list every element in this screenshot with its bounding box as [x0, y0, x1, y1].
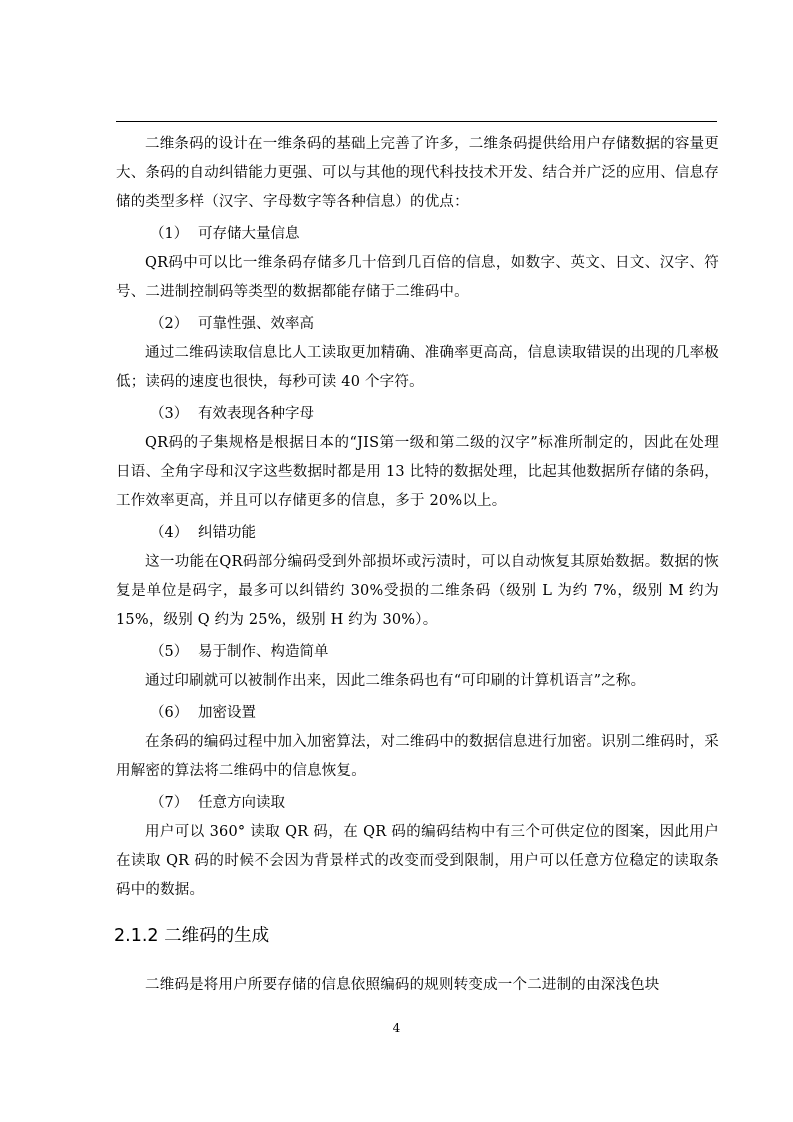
item-title [116, 789, 719, 818]
item-1 [116, 220, 719, 307]
item-title-text: 有效表现各种字母 [198, 406, 314, 422]
item-title [116, 638, 719, 667]
item-body: 用户可以 360° 读取 QR 码，在 QR 码的编码结构中有三个可供定位的图案，因此用户在读取 QR 码的时候不会因为背景样式的改变而受到限制，用户可以任意方位稳定的读取条码中的数据。 [116, 824, 719, 898]
item-7 [116, 789, 719, 905]
item-title-text: 可存储大量信息 [198, 226, 300, 242]
item-title [116, 519, 719, 548]
item-title [116, 220, 719, 249]
item-5 [116, 638, 719, 696]
document-body [116, 130, 719, 1003]
item-body: 在条码的编码过程中加入加密算法，对二维码中的数据信息进行加密。识别二维码时，采用解密的算法将二维码中的信息恢复。 [116, 734, 719, 779]
header-rule [116, 121, 717, 122]
item-body: QR码的子集规格是根据日本的“JIS第一级和第二级的汉字”标准所制定的，因此在处理日语、全角字母和汉字这些数据时都是用 13 比特的数据处理，比起其他数据所存储的条码，工作效率更高，并且可以存储更多的信息，多于 20%以上。 [116, 435, 719, 509]
item-title-text: 易于制作、构造简单 [198, 644, 329, 660]
item-title [116, 400, 719, 429]
item-body: QR码中可以比一维条码存储多几十倍到几百倍的信息，如数字、英文、日文、汉字、符号、二进制控制码等类型的数据都能存储于二维码中。 [116, 255, 719, 300]
item-title-text: 可靠性强、效率高 [198, 316, 314, 332]
item-body: 通过印刷就可以被制作出来，因此二维条码也有“可印刷的计算机语言”之称。 [145, 673, 646, 689]
section-heading: 2.1.2 二维码的生成 [114, 926, 270, 946]
item-title-text: 加密设置 [198, 705, 256, 721]
item-2 [116, 310, 719, 397]
item-body: 通过二维码读取信息比人工读取更加精确、准确率更高高，信息读取错误的出现的几率极低；读码的速度也很快，每秒可读 40 个字符。 [116, 345, 719, 390]
item-number: （4） [150, 525, 189, 541]
item-3 [116, 400, 719, 516]
section-paragraph: 二维码是将用户所要存储的信息依照编码的规则转变成一个二进制的由深浅色块 [145, 977, 660, 993]
intro-paragraph: 二维条码的设计在一维条码的基础上完善了许多，二维条码提供给用户存储数据的容量更大、条码的自动纠错能力更强、可以与其他的现代科技技术开发、结合并广泛的应用、信息存储的类型多样（汉字、字母数字等各种信息）的优点： [116, 136, 719, 210]
item-title [116, 699, 719, 728]
item-number: （3） [150, 406, 189, 422]
item-title-text: 纠错功能 [198, 525, 256, 541]
page-number: 4 [392, 1021, 401, 1035]
item-title [116, 310, 719, 339]
item-number: （5） [150, 644, 189, 660]
item-number: （2） [150, 316, 189, 332]
item-number: （1） [150, 226, 189, 242]
item-number: （7） [150, 795, 189, 811]
item-number: （6） [150, 705, 189, 721]
item-6 [116, 699, 719, 786]
item-title-text: 任意方向读取 [198, 795, 285, 811]
item-4 [116, 519, 719, 635]
item-body: 这一功能在QR码部分编码受到外部损坏或污渍时，可以自动恢复其原始数据。数据的恢复是单位是码字，最多可以纠错约 30%受损的二维条码（级别 L 为约 7%，级别 M 约为 15%，级别 Q 约为 25%，级别 H 约为 30%）。 [116, 554, 719, 628]
